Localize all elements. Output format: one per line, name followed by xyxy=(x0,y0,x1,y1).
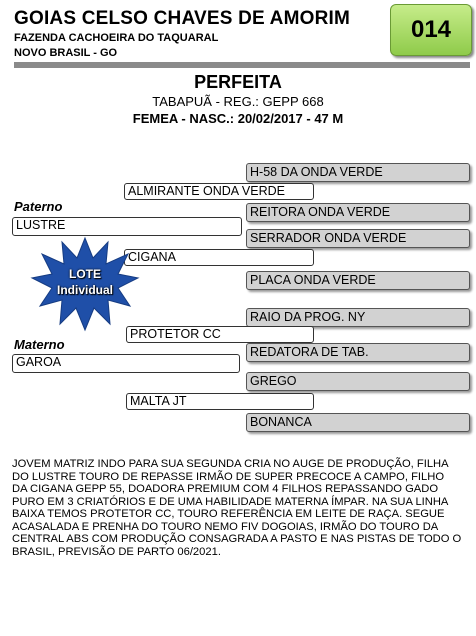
lote-badge-text xyxy=(30,266,140,298)
dam-dam-box: MALTA JT xyxy=(126,393,314,410)
lote-badge-line2: Individual xyxy=(56,283,113,297)
breed-registration: TABAPUÃ - REG.: GEPP 668 xyxy=(152,94,324,109)
ggp-box-3: SERRADOR ONDA VERDE xyxy=(246,229,470,248)
owner-name: GOIAS CELSO CHAVES DE AMORIM xyxy=(14,8,351,29)
materno-label: Materno xyxy=(14,337,65,352)
paterno-label: Paterno xyxy=(14,199,63,214)
animal-description: JOVEM MATRIZ INDO PARA SUA SEGUNDA CRIA NO AUGE DE PRODUÇÃO, FILHA DO LUSTRE TOURO DE REPASSE IRMÃO DE SUPER PRECOCE A CAMPO, FILHO DA CIGANA GEPP 55, DOADORA PREMIUM COM 4 FILHOS REPASSANDO GADO PURO EM 3 CRIATÓRIOS E DE UMA HABILIDADE MATERNA ÍMPAR. NA SUA LINHA BAIXA TEMOS PROTETOR CC, TOURO REFERÊNCIA EM LEITE DE RAÇA. SEGUE ACASALADA E PRENHA DO TOURO NEMO FIV DOGOIAS, IRMÃO DO TOURO DA CENTRAL ABS COM PRODUÇÃO CONSAGRADA A PASTO E NAS PISTAS DE TODO O BRASIL, PREVISÃO DE PARTO 06/2021. xyxy=(12,458,462,558)
ggp-box-1: H-58 DA ONDA VERDE xyxy=(246,163,470,182)
lot-number-badge: 014 xyxy=(390,4,472,56)
ggp-box-7: GREGO xyxy=(246,372,470,391)
ggp-box-2: REITORA ONDA VERDE xyxy=(246,203,470,222)
dam-sire-box: PROTETOR CC xyxy=(126,326,314,343)
header-divider xyxy=(14,62,470,68)
dam-box: GAROA xyxy=(12,354,240,373)
farm-name: FAZENDA CACHOEIRA DO TAQUARAL xyxy=(14,32,219,44)
sex-birth-age: FEMEA - NASC.: 20/02/2017 - 47 M xyxy=(132,111,344,126)
sire-box: LUSTRE xyxy=(12,217,242,236)
animal-name: PERFEITA xyxy=(194,72,282,92)
ggp-box-5: RAIO DA PROG. NY xyxy=(246,308,470,327)
lote-badge-line1: LOTE xyxy=(69,267,101,281)
ggp-box-6: REDATORA DE TAB. xyxy=(246,343,470,362)
sire-sire-box: ALMIRANTE ONDA VERDE xyxy=(124,183,314,200)
sire-dam-box: CIGANA xyxy=(124,249,314,266)
city-name: NOVO BRASIL - GO xyxy=(14,47,118,59)
ggp-box-4: PLACA ONDA VERDE xyxy=(246,271,470,290)
ggp-box-8: BONANCA xyxy=(246,413,470,432)
